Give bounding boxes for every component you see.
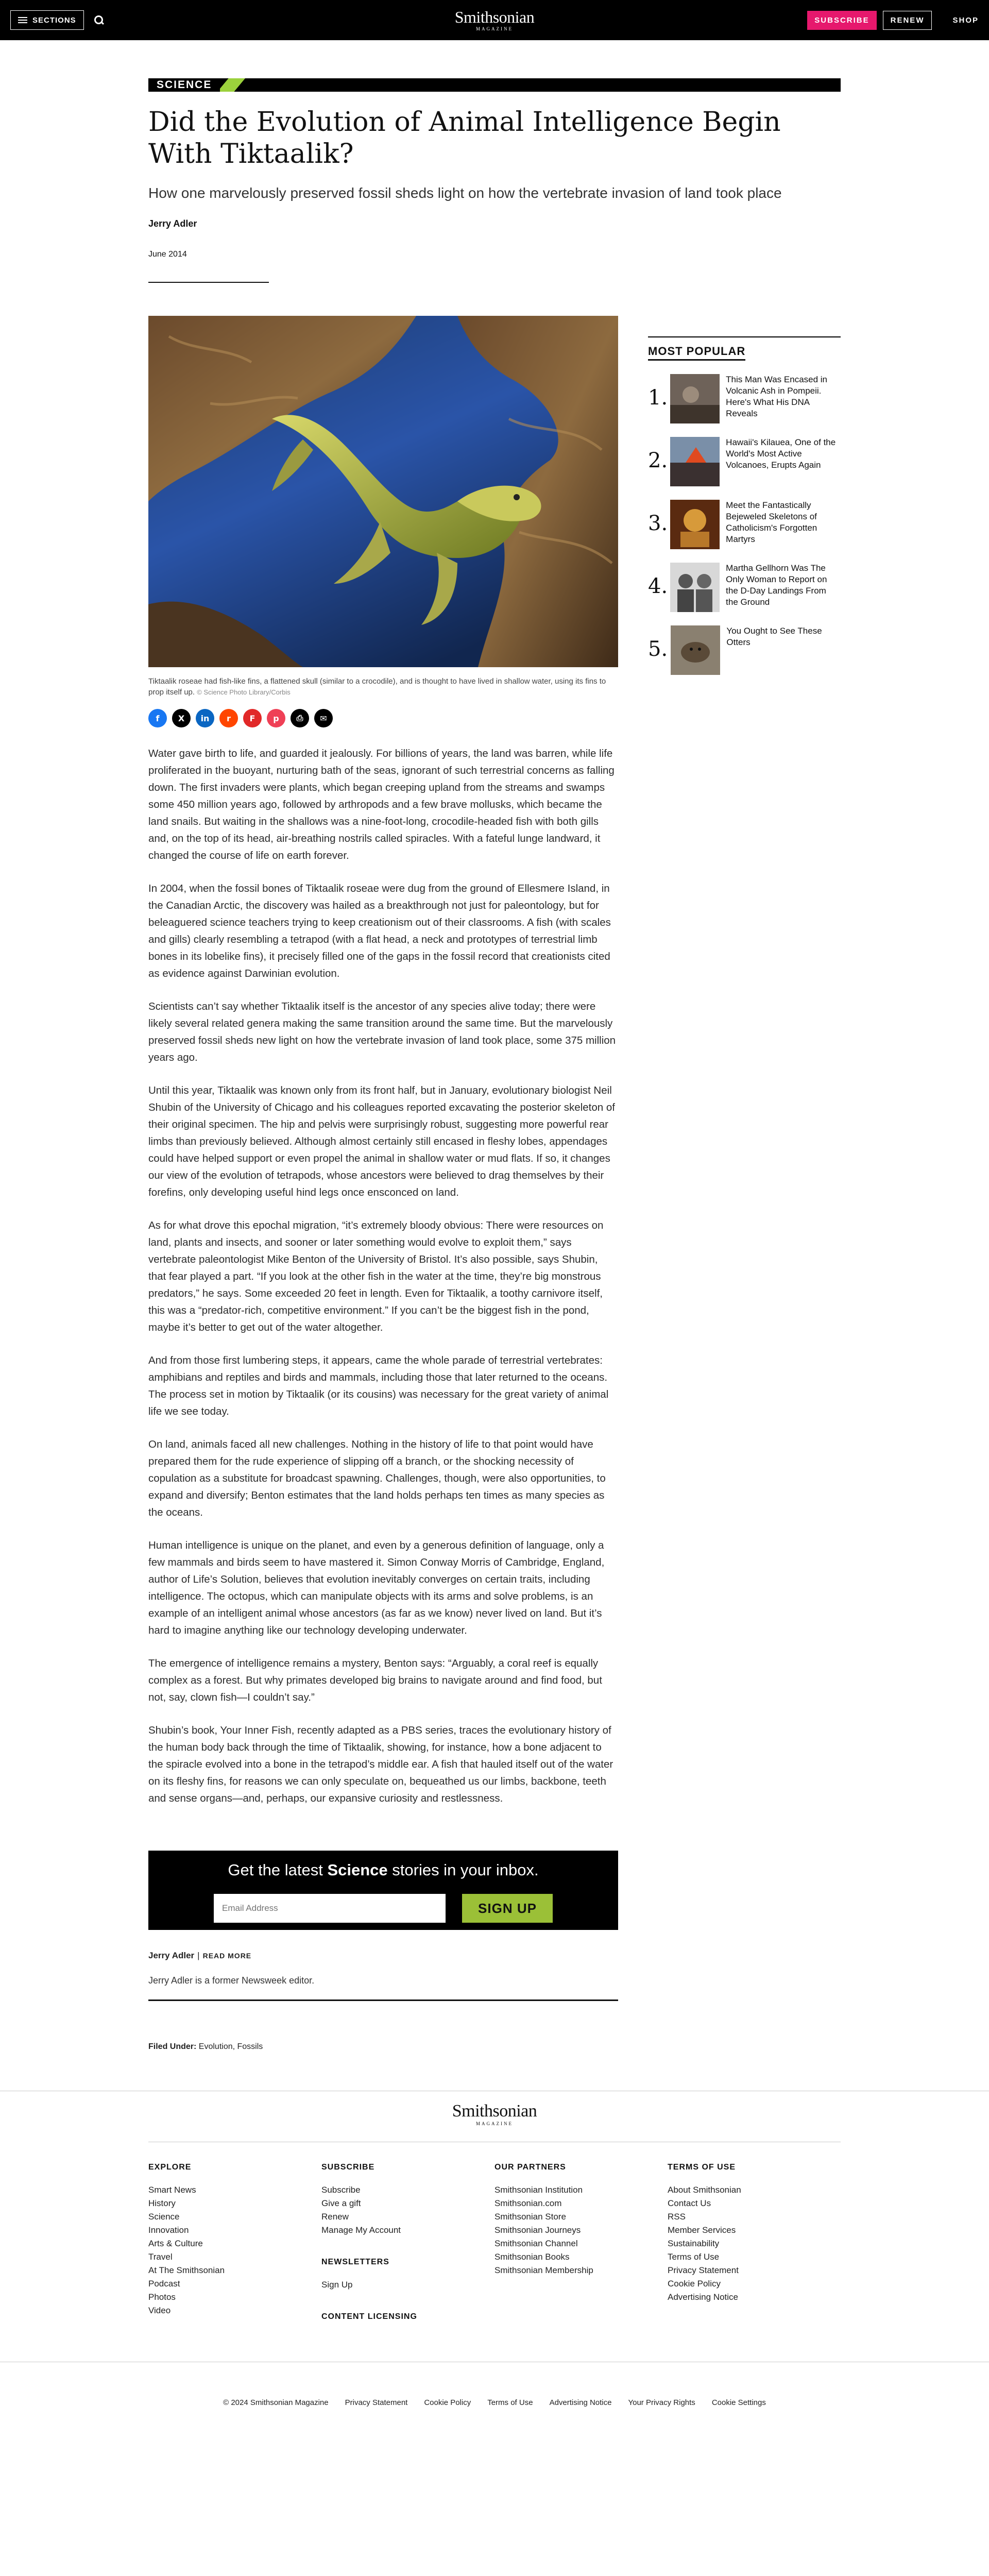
article-paragraph: Human intelligence is unique on the planet, and even by a generous definition of language, only a few mammals and birds seem to have mastered it. Simon Conway Morris of Cambridge, England, author of Life’s Solution, believes that evolution inevitably converges on certain traits, including intelligence. The octopus, which can manipulate objects with its arms and solve problems, is an example of an intelligent animal whose ancestors (as far as we know) never lived on land. But it’s hard to imagine anything like our technology developing underwater. [148, 1539, 605, 1636]
item-title: You Ought to See These Otters [726, 626, 822, 647]
share-toolbar [148, 709, 618, 727]
share-x-icon[interactable]: X [172, 709, 191, 727]
article-paragraph: The emergence of intelligence remains a mystery, Benton says: “Arguably, a coral reef is equally complex as a forest. But why primates developed big brains to navigate around and find food, but not, say, clown fish—I couldn’t say.” [148, 1657, 602, 1703]
logo-wordmark: Smithsonian [454, 8, 535, 26]
footer-links-terms [668, 2183, 841, 2304]
site-logo[interactable] [455, 9, 535, 31]
sections-menu-button[interactable] [10, 10, 84, 30]
footer-link[interactable]: Innovation [148, 2225, 189, 2235]
article-paragraph: And from those first lumbering steps, it appears, came the whole parade of terrestrial vertebrates: amphibians and reptiles and birds and mammals, including those that later returned to the oceans. The process set in motion by Tiktaalik (or its cousins) was necessary for the great variety of animal life we see today. [148, 1354, 609, 1417]
read-more-link[interactable]: READ MORE [202, 1952, 252, 1960]
newsletter-heading-topic: Science [327, 1861, 388, 1879]
filed-under-tags[interactable]: Evolution, Fossils [198, 2042, 263, 2051]
footer-logo[interactable] [0, 2091, 989, 2126]
section-bar [148, 78, 841, 92]
footer-link[interactable]: Smithsonian Institution [494, 2185, 583, 2195]
footer-columns [148, 2142, 841, 2333]
article-wrapper [148, 40, 841, 2052]
footer-link[interactable]: Subscribe [321, 2185, 361, 2195]
bio-header [148, 1951, 618, 1961]
footer-link[interactable]: Science [148, 2212, 180, 2222]
author-link[interactable]: Jerry Adler [148, 218, 197, 229]
article-paragraph: Shubin’s book, Your Inner Fish, recently adapted as a PBS series, traces the evolutionary history of the human body back through the time of Tiktaalik, showing, for instance, how a bone adjacent to the spiracle evolved into a bone in the tetrapod’s middle ear. A fish that hauled itself out of the water on its fleshy fins, for reasons we can only speculate on, bequeathed us our limbs, backbone, teeth and sense organs—and, perhaps, our expansive curiosity and restlessness. [148, 1724, 613, 1804]
footer-col-explore [148, 2163, 321, 2333]
most-popular-item[interactable] [648, 374, 841, 425]
topbar-right [807, 11, 979, 30]
section-accent [217, 78, 245, 92]
footer-link[interactable]: Photos [148, 2292, 176, 2302]
filed-under-label: Filed Under: [148, 2042, 197, 2051]
footer-link[interactable]: RSS [668, 2212, 686, 2222]
most-popular-item[interactable] [648, 625, 841, 676]
footer-heading-terms: TERMS OF USE [668, 2163, 736, 2172]
legal-link[interactable]: Terms of Use [487, 2398, 533, 2407]
footer-content-licensing-link[interactable]: CONTENT LICENSING [321, 2312, 417, 2321]
footer-link[interactable]: Contact Us [668, 2198, 711, 2208]
footer-link[interactable]: Smithsonian Store [494, 2212, 566, 2222]
most-popular-list [648, 374, 841, 676]
sidebar [648, 316, 841, 2052]
item-title: Hawaii's Kilauea, One of the World's Most Active Volcanoes, Erupts Again [726, 437, 836, 470]
article-header [148, 40, 841, 283]
email-input[interactable] [214, 1894, 446, 1923]
thumbnail-image [670, 374, 720, 423]
footer-col-partners [494, 2163, 668, 2333]
publish-date: June 2014 [148, 250, 187, 259]
footer-link[interactable]: Advertising Notice [668, 2292, 739, 2302]
footer-links-partners [494, 2183, 668, 2277]
footer-links-subscribe [321, 2183, 494, 2237]
hero-image [148, 316, 618, 667]
bio-text: Jerry Adler is a former Newsweek editor. [148, 1975, 315, 1986]
footer-legal-bar [0, 2362, 989, 2449]
legal-link[interactable]: Cookie Settings [711, 2398, 766, 2407]
subscribe-button[interactable]: SUBSCRIBE [807, 11, 876, 30]
bio-separator: | [197, 1951, 200, 1960]
article-paragraph: In 2004, when the fossil bones of Tiktaalik roseae were dug from the ground of Ellesmere Island, in the Canadian Arctic, the discovery was hailed as a breakthrough not just for paleontology, but for beleaguered science teachers trying to keep creationism out of their classrooms. A fish (with scales and gills) clearly resembling a tetrapod (with a flat head, a neck and prototypes of terrestrial limb bones in its lobelike fins), it precisely filled one of the gaps in the fossil record that creationists cited as evidence against Darwinian evolution. [148, 883, 611, 979]
caption-text: Tiktaalik roseae had fish-like fins, a flattened skull (similar to a crocodile), and is thought to have lived in shallow water, using its fins to prop itself up. [148, 677, 606, 697]
sign-up-button[interactable]: SIGN UP [462, 1894, 553, 1923]
share-reddit-icon[interactable]: r [219, 709, 238, 727]
item-title: Martha Gellhorn Was The Only Woman to Report on the D-Day Landings From the Ground [726, 563, 827, 607]
footer-link[interactable]: Smithsonian Journeys [494, 2225, 581, 2235]
share-facebook-icon[interactable]: f [148, 709, 167, 727]
search-icon[interactable] [93, 14, 105, 26]
article-body [148, 745, 618, 1807]
legal-link[interactable]: Privacy Statement [345, 2398, 408, 2407]
top-navigation-bar [0, 0, 989, 40]
hamburger-icon [18, 17, 27, 23]
footer-link[interactable]: Smithsonian Membership [494, 2265, 593, 2275]
bio-divider [148, 1999, 618, 2001]
article-paragraph: Until this year, Tiktaalik was known only from its front half, but in January, evolutionary biologist Neil Shubin of the University of Chicago and his colleagues reported excavating the posterior skeleton of their original specimen. The hip and pelvis were surprisingly robust, suggesting more powerful rear limbs than previously believed. Although almost certainly still encased in fleshy lobes, appendages could have helped support or even propel the animal in shallow water or mud flats. If so, it changes our view of the evolution of tetrapods, whose ancestors were believed to drag themselves by their forefins, only developing useful hind legs once ensconced on land. [148, 1084, 615, 1198]
article-paragraph: Scientists can’t say whether Tiktaalik itself is the ancestor of any species alive today; there were likely several related genera making the same transition around the same time. But the marvelously preserved fossil sheds new light on how the vertebrate invasion of land took place, some 375 million years ago. [148, 1001, 616, 1063]
legal-link[interactable]: Your Privacy Rights [628, 2398, 695, 2407]
legal-link[interactable]: Cookie Policy [424, 2398, 471, 2407]
footer-link[interactable]: Sustainability [668, 2239, 720, 2248]
thumbnail-image [670, 437, 720, 486]
most-popular-title: MOST POPULAR [648, 345, 745, 361]
renew-button[interactable]: RENEW [883, 11, 932, 30]
hero-caption [148, 676, 612, 698]
newsletter-heading [148, 1861, 618, 1879]
most-popular-item[interactable] [648, 500, 841, 550]
section-tag[interactable]: SCIENCE [148, 78, 220, 92]
article-paragraph: As for what drove this epochal migration, “it’s extremely bloody obvious: There were resources on land, plants and insects, and sooner or later something would evolve to exploit them,” says vertebrate paleontologist Mike Benton of the University of Bristol. It’s also possible, says Shubin, that fear played a part. “If you look at the other fish in the water at the time, they’re big monstrous predators,” he says. Some exceeded 20 feet in length. Even for Tiktaalik, a toothy carnivore itself, this was a “predator-rich, competitive environment.” If you can’t be the biggest fish in the pond, maybe it’s better to get out of the water altogether. [148, 1219, 604, 1333]
footer-link[interactable]: Give a gift [321, 2198, 361, 2208]
caption-credit: © Science Photo Library/Corbis [197, 688, 291, 696]
shop-link[interactable]: SHOP [952, 15, 979, 25]
footer-link[interactable]: Manage My Account [321, 2225, 401, 2235]
footer-logo-subtitle: MAGAZINE [476, 2121, 513, 2126]
footer-col-terms [668, 2163, 841, 2333]
newsletter-signup [148, 1851, 618, 1930]
share-print-icon[interactable]: ⎙ [291, 709, 309, 727]
item-title: Meet the Fantastically Bejeweled Skeletons of Catholicism's Forgotten Martyrs [726, 500, 817, 544]
footer-link[interactable]: At The Smithsonian [148, 2265, 225, 2275]
copyright-text: © 2024 Smithsonian Magazine [223, 2398, 329, 2407]
legal-link[interactable]: Advertising Notice [549, 2398, 612, 2407]
footer-link[interactable]: Video [148, 2306, 171, 2315]
footer-link[interactable]: Smart News [148, 2185, 196, 2195]
footer-col-subscribe [321, 2163, 494, 2333]
share-pocket-icon[interactable]: p [267, 709, 285, 727]
footer-heading-subscribe: SUBSCRIBE [321, 2163, 375, 2172]
share-linkedin-icon[interactable]: in [196, 709, 214, 727]
item-number: 1. [648, 386, 668, 410]
logo-subtitle: MAGAZINE [475, 26, 513, 31]
footer-link[interactable]: Sign Up [321, 2280, 353, 2290]
footer-link[interactable]: Smithsonian Channel [494, 2239, 578, 2248]
footer-link[interactable]: History [148, 2198, 176, 2208]
footer-link[interactable]: Cookie Policy [668, 2279, 721, 2289]
footer-link[interactable]: Member Services [668, 2225, 736, 2235]
main-column [148, 316, 618, 2052]
newsletter-form [148, 1894, 618, 1923]
footer-link[interactable]: Arts & Culture [148, 2239, 203, 2248]
most-popular-item[interactable] [648, 563, 841, 613]
footer-heading-explore: EXPLORE [148, 2163, 192, 2172]
header-divider [148, 282, 269, 283]
hero-figure [148, 316, 618, 698]
sections-label: SECTIONS [32, 15, 76, 25]
article-paragraph: Water gave birth to life, and guarded it jealously. For billions of years, the land was barren, while life proliferated in the buoyant, nurturing bath of the seas, ignorant of such terrestrial concerns as falling down. The first invaders were plants, which began creeping upland from the streams and swamps some 450 million years ago, followed by arthropods and a few brave mollusks, which became the land snails. But waiting in the shallows was a nine-foot-long, crocodile-headed fish with both gills and, on the top of its head, air-breathing nostrils called spiracles. With a fateful lunge landward, it changed the course of life on earth forever. [148, 748, 615, 861]
footer-link[interactable]: Renew [321, 2212, 349, 2222]
footer-link[interactable]: Terms of Use [668, 2252, 720, 2262]
footer-link[interactable]: About Smithsonian [668, 2185, 741, 2195]
footer-link[interactable]: Privacy Statement [668, 2265, 739, 2275]
newsletter-heading-pre: Get the latest [228, 1861, 323, 1879]
item-number: 3. [648, 512, 668, 535]
article-title: Did the Evolution of Animal Intelligence Begin With Tiktaalik? [148, 107, 781, 170]
site-footer [0, 2091, 989, 2449]
thumbnail-image [670, 500, 720, 549]
most-popular-item[interactable] [648, 437, 841, 487]
author-bio [148, 1951, 618, 2001]
most-popular-header [648, 336, 841, 361]
topbar-left [10, 10, 105, 30]
footer-link[interactable]: Smithsonian Books [494, 2252, 570, 2262]
footer-heading-newsletters: NEWSLETTERS [321, 2258, 389, 2266]
newsletter-heading-post: stories in your inbox. [392, 1861, 539, 1879]
footer-heading-partners: OUR PARTNERS [494, 2163, 566, 2172]
footer-links-newsletters [321, 2278, 494, 2292]
bio-author-link[interactable]: Jerry Adler [148, 1951, 195, 1960]
footer-logo-wordmark: Smithsonian [452, 2102, 537, 2121]
thumbnail-image [670, 563, 720, 612]
footer-link[interactable]: Travel [148, 2252, 173, 2262]
item-number: 2. [648, 449, 668, 472]
filed-under [148, 2042, 618, 2052]
footer-link[interactable]: Smithsonian.com [494, 2198, 562, 2208]
article-paragraph: On land, animals faced all new challenges. Nothing in the history of life to that point would have prepared them for the rude experience of slipping off a branch, or the shocking necessity of copulation as a substitute for broadcast spawning. Challenges, though, were also opportunities, to expand and diversify; Benton estimates that the land holds perhaps ten times as many species as the oceans. [148, 1438, 606, 1518]
item-number: 4. [648, 574, 668, 598]
content-area [148, 316, 841, 2052]
share-flipboard-icon[interactable]: F [243, 709, 262, 727]
footer-link[interactable]: Podcast [148, 2279, 180, 2289]
article-subtitle: How one marvelously preserved fossil sheds light on how the vertebrate invasion of land took place [148, 185, 782, 201]
item-number: 5. [648, 637, 668, 661]
thumbnail-image [671, 625, 720, 675]
footer-links-explore [148, 2183, 321, 2317]
item-title: This Man Was Encased in Volcanic Ash in Pompeii. Here's What His DNA Reveals [726, 375, 828, 418]
share-email-icon[interactable]: ✉ [314, 709, 333, 727]
